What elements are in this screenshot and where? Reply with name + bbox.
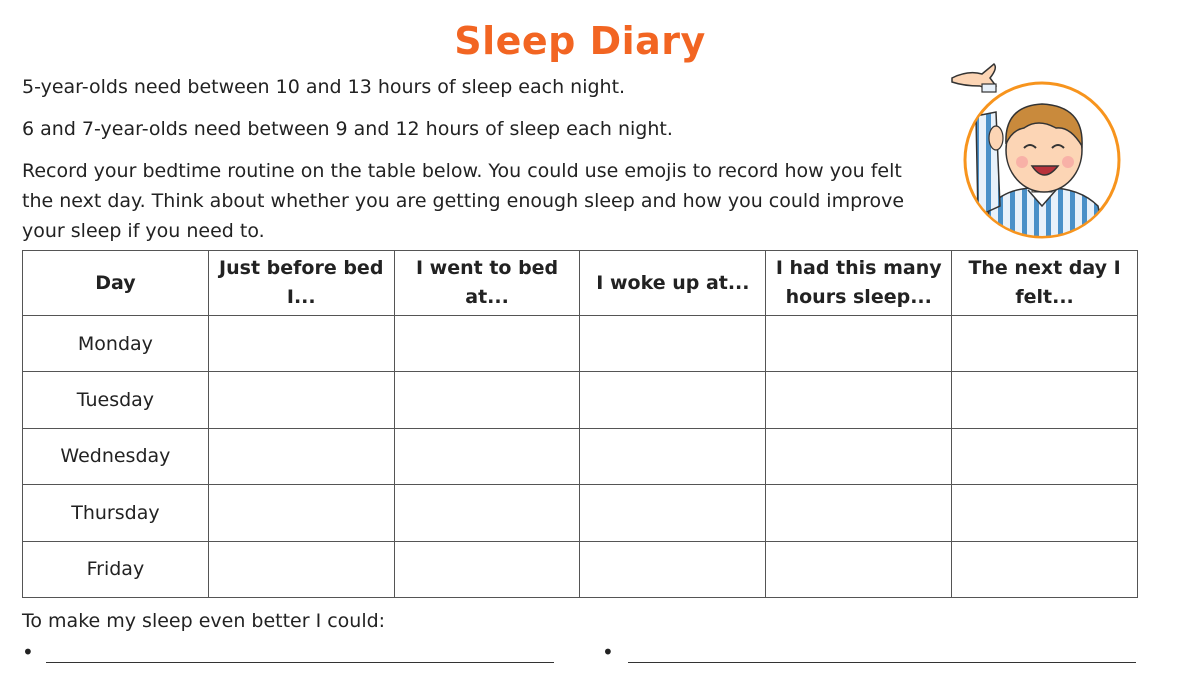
- header-wake-time: I woke up at...: [580, 251, 766, 316]
- entry-cell[interactable]: [580, 372, 766, 428]
- header-before-bed: Just before bed I...: [208, 251, 394, 316]
- entry-cell[interactable]: [952, 428, 1138, 484]
- intro-instructions: Record your bedtime routine on the table below. You could use emojis to record how you felt the next day. Think about whether you are getting enough sleep and how you could improve your sleep if you need to.: [22, 160, 905, 242]
- entry-cell[interactable]: [394, 372, 580, 428]
- day-label: Wednesday: [23, 428, 209, 484]
- entry-cell[interactable]: [208, 541, 394, 597]
- child-waving-illustration: [938, 56, 1138, 242]
- table-row: [23, 316, 1138, 372]
- entry-cell[interactable]: [766, 372, 952, 428]
- table-row: [23, 541, 1138, 597]
- entry-cell[interactable]: [208, 372, 394, 428]
- entry-cell[interactable]: [394, 485, 580, 541]
- table-header-row: [23, 251, 1138, 316]
- bullet-point: •: [22, 640, 34, 664]
- entry-cell[interactable]: [208, 316, 394, 372]
- entry-cell[interactable]: [952, 372, 1138, 428]
- entry-cell[interactable]: [208, 485, 394, 541]
- entry-cell[interactable]: [394, 316, 580, 372]
- entry-cell[interactable]: [952, 541, 1138, 597]
- writing-line-1[interactable]: [46, 662, 554, 663]
- intro-age-5: 5-year-olds need between 10 and 13 hours of sleep each night.: [22, 76, 626, 98]
- improvement-prompt: To make my sleep even better I could:: [22, 610, 386, 632]
- entry-cell[interactable]: [394, 428, 580, 484]
- entry-cell[interactable]: [580, 541, 766, 597]
- entry-cell[interactable]: [580, 485, 766, 541]
- entry-cell[interactable]: [580, 316, 766, 372]
- day-label: Friday: [23, 541, 209, 597]
- table-row: [23, 428, 1138, 484]
- day-label: Thursday: [23, 485, 209, 541]
- header-next-day-feeling: The next day I felt...: [952, 251, 1138, 316]
- entry-cell[interactable]: [394, 541, 580, 597]
- header-day: Day: [23, 251, 209, 316]
- bullet-point: •: [602, 640, 614, 664]
- sleep-diary-table: [22, 250, 1138, 598]
- page-title: Sleep Diary: [454, 19, 706, 63]
- day-label: Tuesday: [23, 372, 209, 428]
- entry-cell[interactable]: [952, 316, 1138, 372]
- entry-cell[interactable]: [580, 428, 766, 484]
- table-row: [23, 485, 1138, 541]
- header-hours-sleep: I had this many hours sleep...: [766, 251, 952, 316]
- entry-cell[interactable]: [766, 541, 952, 597]
- entry-cell[interactable]: [208, 428, 394, 484]
- day-label: Monday: [23, 316, 209, 372]
- entry-cell[interactable]: [766, 316, 952, 372]
- entry-cell[interactable]: [952, 485, 1138, 541]
- entry-cell[interactable]: [766, 485, 952, 541]
- writing-line-2[interactable]: [628, 662, 1136, 663]
- intro-age-6-7: 6 and 7-year-olds need between 9 and 12 hours of sleep each night.: [22, 118, 673, 140]
- entry-cell[interactable]: [766, 428, 952, 484]
- header-bedtime: I went to bed at...: [394, 251, 580, 316]
- table-row: [23, 372, 1138, 428]
